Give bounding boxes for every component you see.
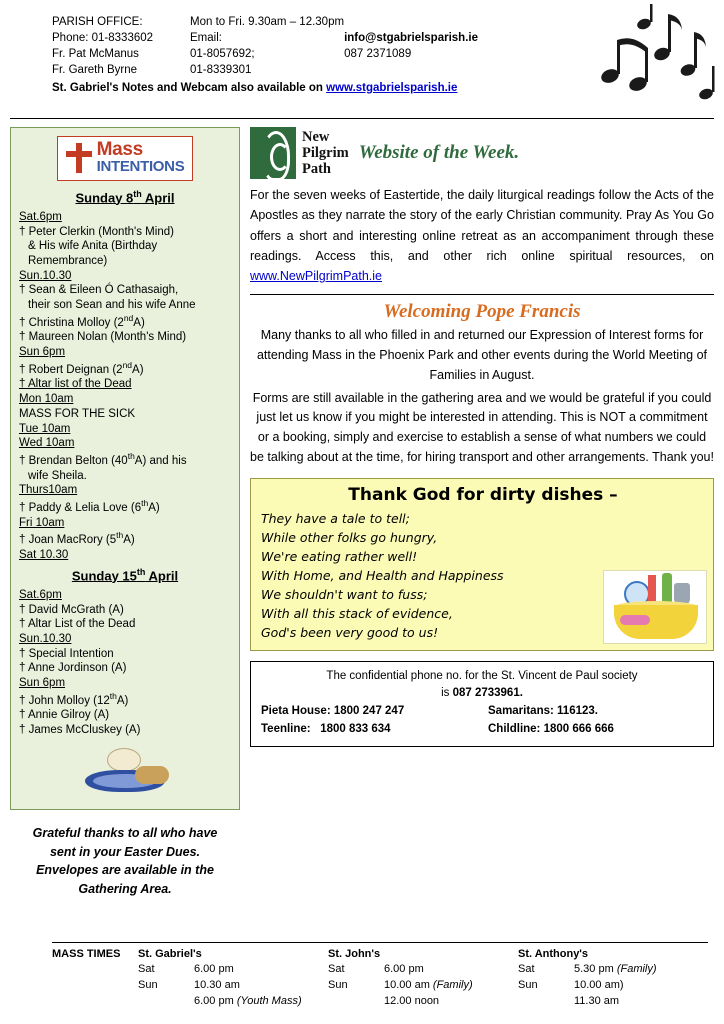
pope-francis-title: Welcoming Pope Francis [383, 301, 581, 323]
confidential-phone-box [250, 661, 714, 747]
list-item: their son Sean and his wife Anne [28, 299, 196, 312]
main-content [0, 119, 724, 899]
mass-time [574, 962, 702, 978]
utensil-red-icon [648, 575, 656, 605]
mass-time-value: 6.00 pm [194, 963, 234, 976]
dirty-dishes-title: Thank God for dirty dishes – [348, 484, 618, 505]
church-name: St. John's [328, 948, 381, 961]
helpline-label: Pieta House: [261, 705, 331, 718]
list-item: † Sean & Eileen Ó Cathasaigh, [19, 284, 179, 297]
confidential-line-2 [261, 685, 703, 703]
office-hours: Mon to Fri. 9.30am – 12.30pm [190, 16, 345, 28]
mass-times-label: MASS TIMES [52, 948, 121, 961]
table-row [52, 46, 478, 62]
right-column [250, 127, 714, 747]
mass-time-line [328, 994, 512, 1010]
bread-icon [135, 766, 169, 784]
list-item [19, 530, 231, 548]
list-item [19, 360, 231, 378]
week2-heading [19, 567, 231, 583]
mass-day: Sat [328, 963, 345, 976]
list-item-after: A) [132, 363, 144, 376]
priest-1-mobile: 087 2371089 [344, 48, 412, 60]
ordinal-sup: nd [123, 312, 134, 323]
list-item [19, 451, 231, 469]
church-st-johns [328, 948, 518, 1010]
helpline-pieta [261, 703, 476, 721]
priest-2-phone: 01-8339301 [190, 64, 252, 76]
new-pilgrim-path-link[interactable]: www.NewPilgrimPath.ie [250, 269, 382, 283]
helpline-label: Teenline: [261, 722, 311, 735]
priest-1-phone: 01-8057692; [190, 48, 255, 60]
list-item-after: A) and his [134, 454, 187, 467]
list-item-after: A) [133, 316, 145, 329]
poem-line: With Home, and Health and Happiness [261, 567, 504, 583]
list-item: Sun.10.30 [19, 269, 72, 282]
email-value[interactable]: info@stgabrielsparish.ie [344, 32, 478, 44]
logo-line-1: New [302, 128, 330, 145]
table-row [52, 62, 478, 78]
table-row [52, 14, 478, 30]
poem-line: God's been very good to us! [261, 624, 439, 640]
ordinal-sup: th [127, 450, 135, 461]
logo-line-2: Pilgrim [302, 144, 349, 161]
week1-heading [19, 189, 231, 205]
mass-time-line [328, 978, 512, 994]
phone-label: Phone: 01-8333602 [52, 32, 154, 44]
ordinal-sup: nd [122, 359, 133, 370]
parish-header [0, 0, 724, 118]
priest-1-name: Fr. Pat McManus [52, 48, 139, 60]
list-item: † Altar List of the Dead [19, 618, 136, 631]
pilgrim-path-mark-icon [250, 127, 296, 179]
list-item: † Maureen Nolan (Month's Mind) [19, 331, 187, 344]
music-notes-icon [588, 4, 718, 108]
mass-day: Sat [518, 963, 535, 976]
mass-day [328, 994, 384, 1010]
easter-dues-line-2: sent in your Easter Dues. [49, 844, 201, 859]
list-item-text: † Robert Deignan (2 [19, 363, 123, 376]
mass-times-footer [0, 942, 724, 1010]
poem-line: We're eating rather well! [261, 548, 418, 564]
church-st-gabriels [138, 948, 328, 1010]
mass-time-line [518, 994, 702, 1010]
priest-2-name: Fr. Gareth Byrne [52, 64, 138, 76]
confidential-line-1: The confidential phone no. for the St. Vincent de Paul society [326, 669, 638, 682]
list-item [19, 691, 231, 709]
mass-time [194, 962, 322, 978]
cross-icon [66, 143, 92, 173]
mass-time [574, 994, 702, 1010]
week1-suffix: April [141, 189, 175, 205]
list-item: wife Sheila. [28, 469, 87, 482]
dirty-dishes-box [250, 478, 714, 651]
list-item: & His wife Anita (Birthday [28, 240, 158, 253]
mass-time-note: (Family) [432, 979, 473, 992]
dishes-basin-icon [603, 570, 707, 644]
week2-suffix: April [145, 567, 179, 583]
section-divider [250, 294, 714, 295]
mass-day [518, 994, 574, 1010]
parish-contact-table [52, 14, 478, 78]
mass-time [194, 978, 322, 994]
list-item: Sun 6pm [19, 677, 66, 690]
list-item: Fri 10am [19, 516, 65, 529]
mass-day: Sun [138, 979, 158, 992]
logo-line-3: Path [302, 161, 331, 178]
website-of-week-body [250, 183, 714, 286]
website-of-week-header [250, 127, 714, 183]
mass-intentions-box [10, 127, 240, 810]
mass-time-value: 6.00 pm [194, 995, 237, 1008]
helpline-childline [488, 721, 703, 739]
mass-time-value: 10.00 am [384, 979, 433, 992]
list-item: Sun.10.30 [19, 632, 72, 645]
list-item: † James McCluskey (A) [19, 724, 141, 737]
mass-time-value: 10.30 am [194, 979, 240, 992]
helpline-teenline [261, 721, 476, 739]
easter-dues-note [10, 824, 240, 899]
helpline-value: 1800 247 247 [333, 705, 405, 718]
ordinal-sup: th [141, 497, 149, 508]
mass-day: Sun [328, 979, 348, 992]
list-item-text: † John Molloy (12 [19, 694, 110, 707]
easter-dues-line-1: Grateful thanks to all who have [32, 825, 218, 840]
mass-time-line [138, 994, 322, 1010]
mass-time [384, 962, 512, 978]
list-item: † David McGrath (A) [19, 603, 124, 616]
mass-time-line [518, 978, 702, 994]
list-item [19, 313, 231, 331]
mass-time [574, 978, 702, 994]
office-extra [344, 14, 478, 30]
mass-time-note: (Family) [616, 963, 657, 976]
list-item-text: † Joan MacRory (5 [19, 534, 117, 547]
left-column [10, 127, 240, 899]
mass-time [384, 978, 512, 994]
parish-website-link[interactable]: www.stgabrielsparish.ie [326, 82, 458, 94]
list-item: Remembrance) [28, 254, 108, 267]
logo-word-mass: Mass [96, 139, 143, 160]
list-item: † Peter Clerkin (Month's Mind) [19, 225, 174, 238]
list-item: Thurs10am [19, 484, 78, 497]
helpline-row-2 [261, 721, 703, 739]
chalice-illustration [19, 738, 231, 801]
list-item: MASS FOR THE SICK [19, 407, 136, 420]
sponge-icon [620, 615, 650, 625]
helpline-samaritans [488, 703, 703, 721]
week1-sup: th [133, 188, 142, 199]
mass-time-value: 6.00 pm [384, 963, 424, 976]
mass-time-note: (Youth Mass) [236, 995, 302, 1008]
list-item: Sat 10.30 [19, 548, 69, 561]
easter-dues-line-3: Envelopes are available in the [36, 863, 214, 878]
list-item: Wed 10am [19, 437, 75, 450]
mass-time [384, 994, 512, 1010]
webcam-text: St. Gabriel's Notes and Webcam also available on [52, 82, 327, 94]
week1-prefix: Sunday 8 [75, 189, 134, 205]
list-item: Sun 6pm [19, 346, 66, 359]
list-item [19, 498, 231, 516]
week1-lines [19, 210, 231, 563]
list-item-text: † Brendan Belton (40 [19, 454, 128, 467]
mass-day: Sun [518, 979, 538, 992]
helpline-label: Childline: [488, 722, 541, 735]
list-item: Sat.6pm [19, 210, 62, 223]
list-item: † Anne Jordinson (A) [19, 662, 127, 675]
website-of-week-title: Website of the Week. [358, 142, 520, 163]
mass-day [138, 994, 194, 1010]
poem-line: We shouldn't want to fuss; [261, 586, 428, 602]
church-st-anthonys [518, 948, 708, 1010]
mass-time [194, 994, 322, 1010]
logo-text [302, 129, 349, 178]
table-row [52, 30, 478, 46]
church-name: St. Gabriel's [138, 948, 202, 961]
confidential-number: 087 2733961. [452, 687, 523, 700]
poem-line: They have a tale to tell; [261, 510, 410, 526]
list-item-text: † Paddy & Lelia Love (6 [19, 501, 142, 514]
mass-time-value: 5.30 pm [574, 963, 617, 976]
list-item: Mon 10am [19, 393, 74, 406]
church-name: St. Anthony's [518, 948, 589, 961]
list-item: † Special Intention [19, 647, 114, 660]
office-label: PARISH OFFICE: [52, 16, 143, 28]
new-pilgrim-path-logo [250, 127, 349, 179]
list-item-text: † Christina Molloy (2 [19, 316, 124, 329]
host-icon [107, 748, 141, 772]
helpline-value: 116123. [557, 705, 598, 718]
helpline-label: Samaritans: [488, 705, 554, 718]
pope-paragraph-1: Many thanks to all who filled in and returned our Expression of Interest forms for attending Mass in the Phoenix Park and other events during the World Meeting of Families in August. [256, 328, 708, 382]
logo-word-intentions: INTENTIONS [96, 158, 185, 175]
helpline-value: 1800 833 634 [320, 722, 391, 735]
pope-paragraph-2: Forms are still available in the gathering area and we would be grateful if you could just let us know if you might be interested in attending. This is NOT a commitment or a booking, simply and exercise to establish a sense of what numbers we could be talking about at the time, for hiring transport and other arrangements. Thank you! [250, 390, 714, 464]
mass-time-value: 10.00 am) [574, 979, 624, 992]
confidential-prefix: is [441, 687, 453, 700]
footer-divider [52, 942, 708, 943]
poem-line: With all this stack of evidence, [261, 605, 453, 621]
list-item-after: A) [116, 694, 129, 707]
mass-time-value: 12.00 noon [384, 995, 440, 1008]
mass-day: Sat [138, 963, 155, 976]
easter-dues-line-4: Gathering Area. [78, 882, 172, 897]
week2-sup: th [136, 566, 146, 577]
list-item-after: A) [148, 501, 160, 514]
mass-intentions-logo [19, 134, 231, 185]
list-item: Sat.6pm [19, 588, 62, 601]
list-item-after: A) [123, 534, 135, 547]
priest-2-extra [344, 62, 478, 78]
website-body-text: For the seven weeks of Eastertide, the daily liturgical readings follow the Acts of the Apostles as they narrate the story of the early Christian community. Pray As You Go offers a short and interesting online retreat as an accompaniment through these readings. Access this, and other rich online spiritual resources, on [250, 188, 714, 263]
helpline-value: 1800 666 666 [543, 722, 614, 735]
poem-line: While other folks go hungry, [261, 529, 438, 545]
mass-time-value: 11.30 am [574, 995, 620, 1008]
mass-time-line [328, 962, 512, 978]
utensil-green-icon [662, 573, 672, 605]
week2-prefix: Sunday 15 [71, 567, 137, 583]
mass-time-line [138, 978, 322, 994]
mass-time-line [138, 962, 322, 978]
ordinal-sup: th [109, 690, 117, 701]
ordinal-sup: th [116, 530, 124, 541]
list-item: † Altar list of the Dead [19, 378, 132, 391]
list-item: Tue 10am [19, 422, 71, 435]
mass-time-line [518, 962, 702, 978]
list-item: † Annie Gilroy (A) [19, 709, 110, 722]
pope-francis-body [250, 326, 714, 467]
helpline-row-1 [261, 703, 703, 721]
week2-lines [19, 588, 231, 738]
email-label: Email: [190, 32, 222, 44]
